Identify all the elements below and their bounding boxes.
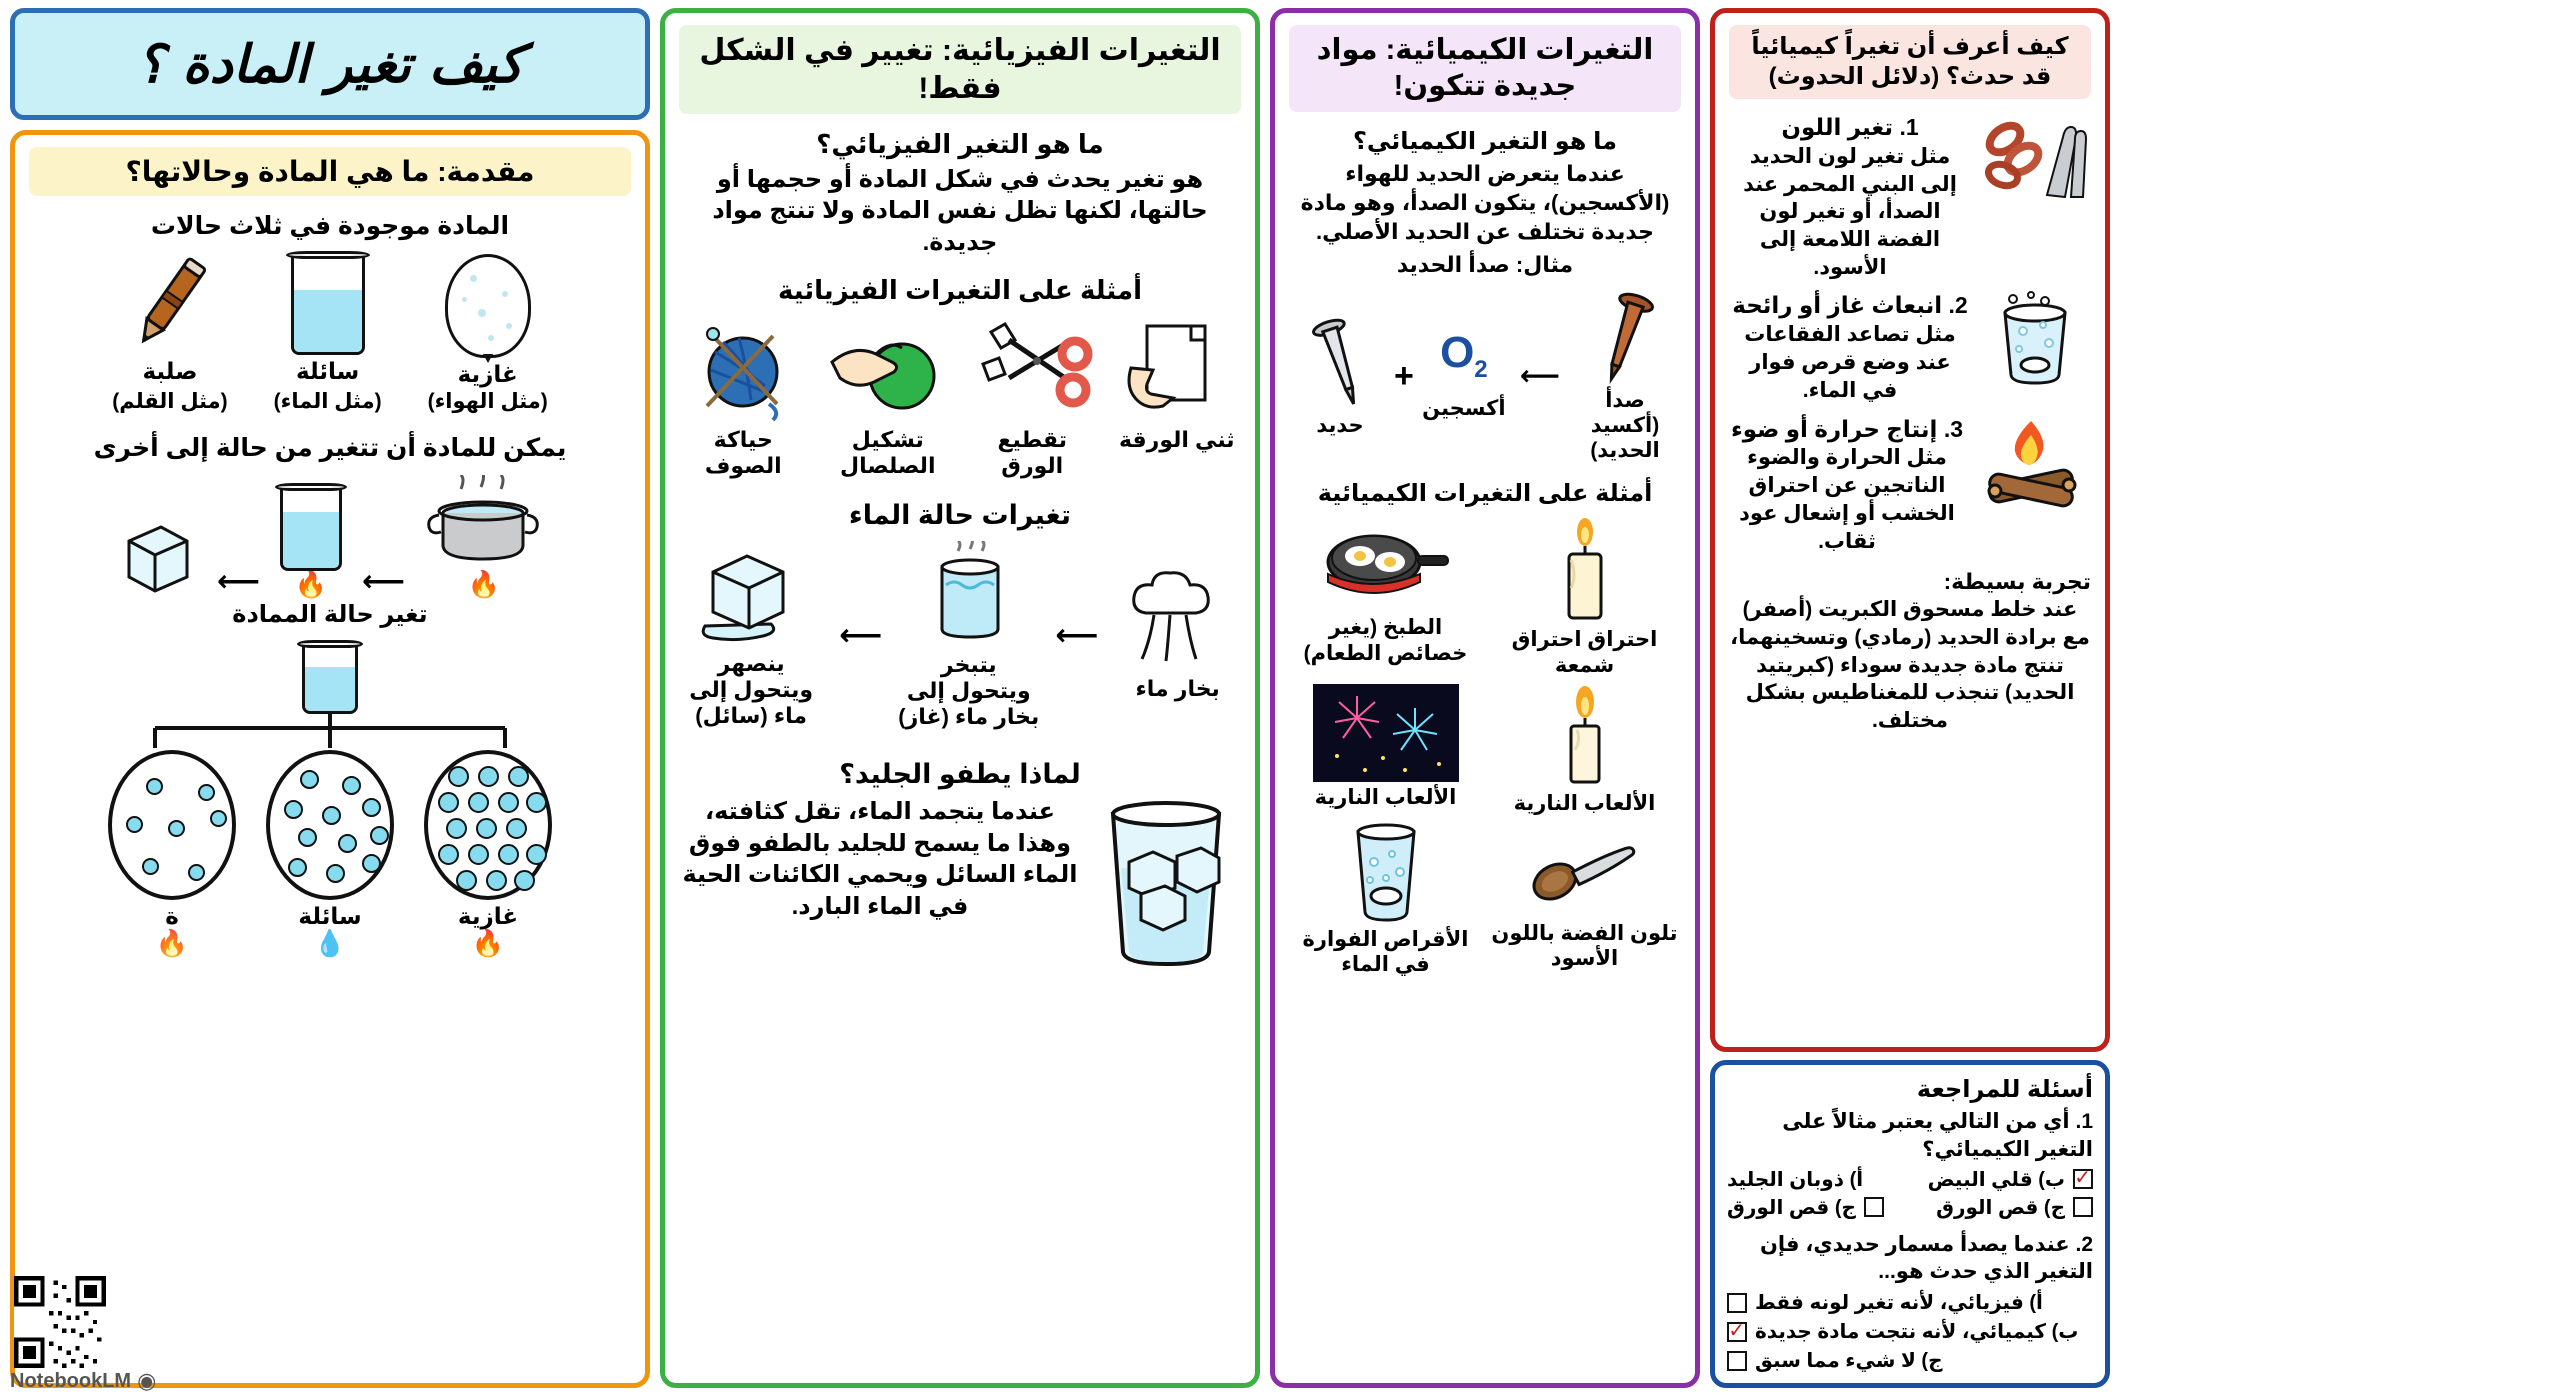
watermark-label: NotebookLM (10, 1369, 132, 1392)
flame-icon: 🔥 (471, 928, 505, 959)
sign-title: 1. تغير اللون (1781, 114, 1919, 140)
quiz-option[interactable] (1928, 1167, 2093, 1192)
column-intro (10, 8, 650, 1388)
example-cooking (1289, 516, 1482, 677)
particle-solid (108, 750, 236, 957)
example-label: الطبخ (يغير خصائص الطعام) (1303, 616, 1468, 665)
particle-tree (29, 644, 631, 957)
state-label: صلبة (142, 358, 198, 384)
chemical-heading: التغيرات الكيميائية: مواد جديدة تتكون! (1289, 25, 1681, 112)
example-label: تلون الفضة باللون الأسود (1491, 921, 1678, 971)
water-drop-icon: 💧 (313, 928, 347, 959)
checkbox-icon[interactable] (2073, 1169, 2093, 1189)
example-label: الألعاب النارية (1314, 785, 1457, 809)
example-effervescent-tablet (1289, 822, 1482, 977)
reaction-iron (1292, 314, 1388, 438)
quiz-option-label: ج) لا شيء مما سبق (1755, 1350, 1943, 1372)
quiz-question-text: 2. عندما يصدأ مسمار حديدي، فإن التغير الذي حدث هو... (1759, 1232, 2093, 1284)
reaction-product (1572, 289, 1678, 464)
checkbox-icon[interactable] (1727, 1322, 1747, 1342)
checkbox-icon[interactable] (1727, 1351, 1747, 1371)
ice-float-block (679, 796, 1241, 972)
melting-ice-icon (691, 542, 811, 648)
example-label: ثني الورقة (1118, 426, 1235, 452)
quiz-option-label: أ) ذوبان الجليد (1727, 1168, 1864, 1191)
experiment-title: تجربة بسيطة: (1943, 569, 2091, 595)
state-example: (مثل الهواء) (427, 389, 548, 413)
water-step-caption: يتبخر ويتحول إلى بخار ماء (غاز) (898, 651, 1040, 730)
ice-cube-icon (117, 515, 197, 597)
balloon-icon (445, 254, 531, 358)
intro-change-lead: يمكن للمادة أن تتغير من حالة إلى أخرى (93, 433, 567, 462)
flame-icon: 🔥 (294, 568, 328, 599)
quiz-question-text: 1. أي من التالي يعتبر مثالاً على التغير الكيميائي؟ (1782, 1110, 2093, 1161)
state-liquid (274, 255, 382, 414)
sign-title: 3. إنتاج حرارة أو ضوء (1730, 415, 1964, 442)
example-label: الألعاب النارية (1513, 791, 1656, 815)
sign-item (1729, 415, 2091, 556)
example-silver-tarnish (1488, 822, 1681, 977)
frying-pan-icon (1320, 516, 1452, 612)
water-changes-title: تغيرات حالة الماء (848, 499, 1072, 530)
quiz-option-label: أ) فيزيائي، لأنه تغير لونه فقط (1755, 1292, 2043, 1314)
ice-float-answer: عندما يتجمد الماء، تقل كثافته، وهذا ما يسمح للجليد بالطفو فوق الماء السائل ويحمي الكائنات الحية في الماء البارد. (682, 797, 1078, 920)
example-label: حياكة الصوف (704, 426, 782, 479)
poster-title-card (10, 8, 650, 120)
physical-examples-row (679, 314, 1241, 480)
physical-examples-title: أمثلة على التغيرات الفيزيائية (778, 274, 1142, 305)
water-step-steam (1114, 569, 1241, 702)
qr-code (14, 1276, 106, 1368)
state-solid (112, 251, 227, 414)
campfire-icon (1973, 415, 2091, 515)
example-label: تشكيل الصلصال (840, 426, 936, 479)
candle-icon (1547, 516, 1623, 624)
quiz-option-label: ب) كيميائي، لأنه نتجت مادة جديدة (1755, 1321, 2079, 1343)
heated-beaker-icon (924, 541, 1014, 649)
boiling-pot-icon (425, 475, 543, 597)
chemical-question: ما هو التغير الكيميائي؟ (1353, 127, 1617, 155)
particle-gas (424, 750, 552, 957)
quiz-option[interactable] (1727, 1167, 1863, 1192)
column-chemical-changes (1270, 8, 1700, 1388)
checkbox-icon[interactable] (1864, 1197, 1884, 1217)
column-physical-changes (660, 8, 1260, 1388)
state-change-caption: تغير حالة الممادة (232, 600, 428, 628)
clay-hand-icon (826, 314, 950, 424)
ice-float-question: لماذا يطفو الجليد؟ (839, 758, 1081, 789)
physical-question: ما هو التغير الفيزيائي؟ (816, 129, 1104, 159)
particle-label: سائلة (298, 902, 362, 929)
pen-icon (124, 251, 216, 355)
oxygen-label: أكسجين (1422, 396, 1506, 420)
rust-reaction (1289, 289, 1681, 464)
example-knit-wool (679, 314, 808, 480)
intro-lead: المادة موجودة في ثلاث حالات (150, 212, 510, 240)
nail-icon (1310, 314, 1370, 410)
intro-heading: مقدمة: ما هي المادة وحالاتها؟ (29, 147, 631, 196)
reaction-oxygen (1420, 328, 1508, 421)
particle-liquid (266, 750, 394, 957)
arrow-right-icon: ⟵ (1055, 618, 1099, 652)
rusty-nail-icon (1593, 289, 1657, 385)
water-step-melt (679, 542, 823, 730)
particle-label: غازية (457, 902, 519, 929)
water-changes-row (679, 541, 1241, 731)
product-label: صدأ (أكسيد الحديد) (1590, 388, 1660, 463)
particle-label: ة (165, 902, 179, 929)
example-paper-fold (1113, 314, 1242, 453)
example-label: تقطيع الورق (997, 426, 1068, 479)
sign-detail: مثل تغير لون الحديد إلى البني المحمر عند الصدأ، أو تغير لون الفضة اللامعة إلى الأسود. (1743, 144, 1957, 279)
tree-connector (95, 714, 565, 750)
water-step-caption: بخار ماء (1135, 675, 1220, 701)
glass-with-ice-icon (1091, 796, 1241, 972)
checkbox-icon[interactable] (1727, 1293, 1747, 1313)
example-candle-burn (1488, 516, 1681, 677)
arrow-right-icon: ⟵ (216, 564, 260, 598)
paper-fold-icon (1117, 314, 1237, 424)
quiz-question (1727, 1231, 2093, 1373)
example-cut-paper (968, 314, 1097, 480)
o2-icon: $O_2$ (1440, 328, 1488, 383)
notebooklm-logo-icon: ◉ (137, 1368, 157, 1393)
state-example: (مثل القلم) (112, 389, 228, 413)
quiz-option-label: ج) قص الورق (1727, 1196, 1856, 1219)
arrow-right-icon: ⟵ (839, 618, 883, 652)
checkbox-icon[interactable] (2073, 1197, 2093, 1217)
sign-title: 2. انبعاث غاز أو رائحة (1732, 292, 1968, 319)
intro-card (10, 130, 650, 1388)
fizzing-glass-icon (1979, 291, 2091, 387)
beaker-heated-icon (280, 487, 342, 597)
quiz-option[interactable] (1727, 1195, 1884, 1220)
steam-cloud-icon (1118, 569, 1238, 673)
chemical-examples-grid (1289, 516, 1681, 977)
states-row (29, 251, 631, 414)
watermark (10, 1368, 156, 1394)
iron-label: حديد (1316, 414, 1364, 437)
chemical-reaction-label: مثال: صدأ الحديد (1396, 251, 1574, 277)
particles-medium-icon (266, 750, 394, 900)
sign-detail: مثل الحرارة والضوء الناتجين عن احتراق الخشب أو إشعال عود ثقاب. (1739, 446, 1955, 553)
sign-item (1729, 291, 2091, 404)
quiz-card (1710, 1060, 2110, 1388)
flame-icon: 🔥 (155, 928, 189, 959)
arrow-right-icon: ⟵ (1519, 360, 1560, 392)
quiz-heading: أسئلة للمراجعة (1916, 1076, 2093, 1104)
experiment-text: عند خلط مسحوق الكبريت (أصفر) مع برادة الحديد (رمادي) وتسخينهما، تنتج مادة جديدة سوداء (كبريتيد الحديد) تنجذب للمغناطيس بشكل مختلف. (1730, 598, 2090, 733)
tablet-glass-icon (1334, 822, 1438, 924)
chemical-examples-title: أمثلة على التغيرات الكيميائية (1317, 480, 1653, 508)
sign-item (1729, 113, 2091, 281)
quiz-question (1727, 1108, 2093, 1222)
water-step-caption: ينصهر ويتحول إلى ماء (سائل) (689, 650, 814, 729)
page-title: كيف تغير المادة ؟ (136, 35, 524, 95)
arrow-right-icon: ⟵ (362, 564, 406, 598)
rusty-chain-icon (1979, 113, 2091, 209)
example-label: الأقراص الفوارة في الماء (1302, 927, 1469, 977)
example-shape-clay (824, 314, 953, 480)
particles-dense-icon (424, 750, 552, 900)
state-label: سائلة (296, 358, 360, 384)
state-example: (مثل الماء) (273, 389, 382, 413)
sign-detail: مثل تصاعد الفقاعات عند وضع قرص فوار في الماء. (1744, 323, 1956, 402)
physical-answer: هو تغير يحدث في شكل المادة أو حجمها أو حالتها، لكنها تظل نفس المادة ولا تنتج مواد جديدة. (712, 165, 1208, 257)
quiz-option[interactable] (1936, 1195, 2093, 1220)
candle-lit-icon (1547, 684, 1623, 788)
fireworks-icon (1313, 684, 1459, 782)
water-step-evaporate (898, 541, 1039, 731)
plus-sign: + (1394, 356, 1414, 395)
signs-heading: كيف أعرف أن تغيراً كيميائياً قد حدث؟ (دلائل الحدوث) (1729, 25, 2091, 99)
quiz-option[interactable] (1727, 1348, 2093, 1373)
quiz-option[interactable] (1727, 1319, 2093, 1344)
beaker-icon (291, 255, 365, 355)
state-label: غازية (457, 361, 518, 387)
particles-sparse-icon (108, 750, 236, 900)
yarn-ball-icon (683, 314, 803, 424)
flame-icon: 🔥 (467, 568, 501, 599)
state-change-sequence (29, 475, 631, 597)
quiz-option-label: ب) قلي البيض (1927, 1168, 2065, 1191)
state-gas (428, 254, 548, 414)
example-label: احتراق احتراق شمعة (1511, 628, 1658, 677)
beaker-icon (302, 644, 358, 714)
example-fireworks-candle (1488, 684, 1681, 816)
scissors-icon (969, 314, 1095, 424)
quiz-option-label: ج) قص الورق (1936, 1196, 2065, 1219)
example-fireworks (1289, 684, 1482, 816)
signs-card (1710, 8, 2110, 1052)
quiz-option[interactable] (1727, 1290, 2093, 1315)
tarnished-spoon-icon (1517, 822, 1653, 918)
column-signs-and-quiz (1710, 8, 2110, 1388)
physical-heading: التغيرات الفيزيائية: تغيير في الشكل فقط! (679, 25, 1241, 114)
chemical-answer: عندما يتعرض الحديد للهواء (الأكسجين)، يتكون الصدأ، وهو مادة جديدة تختلف عن الحديد الأصلي. (1300, 160, 1670, 244)
